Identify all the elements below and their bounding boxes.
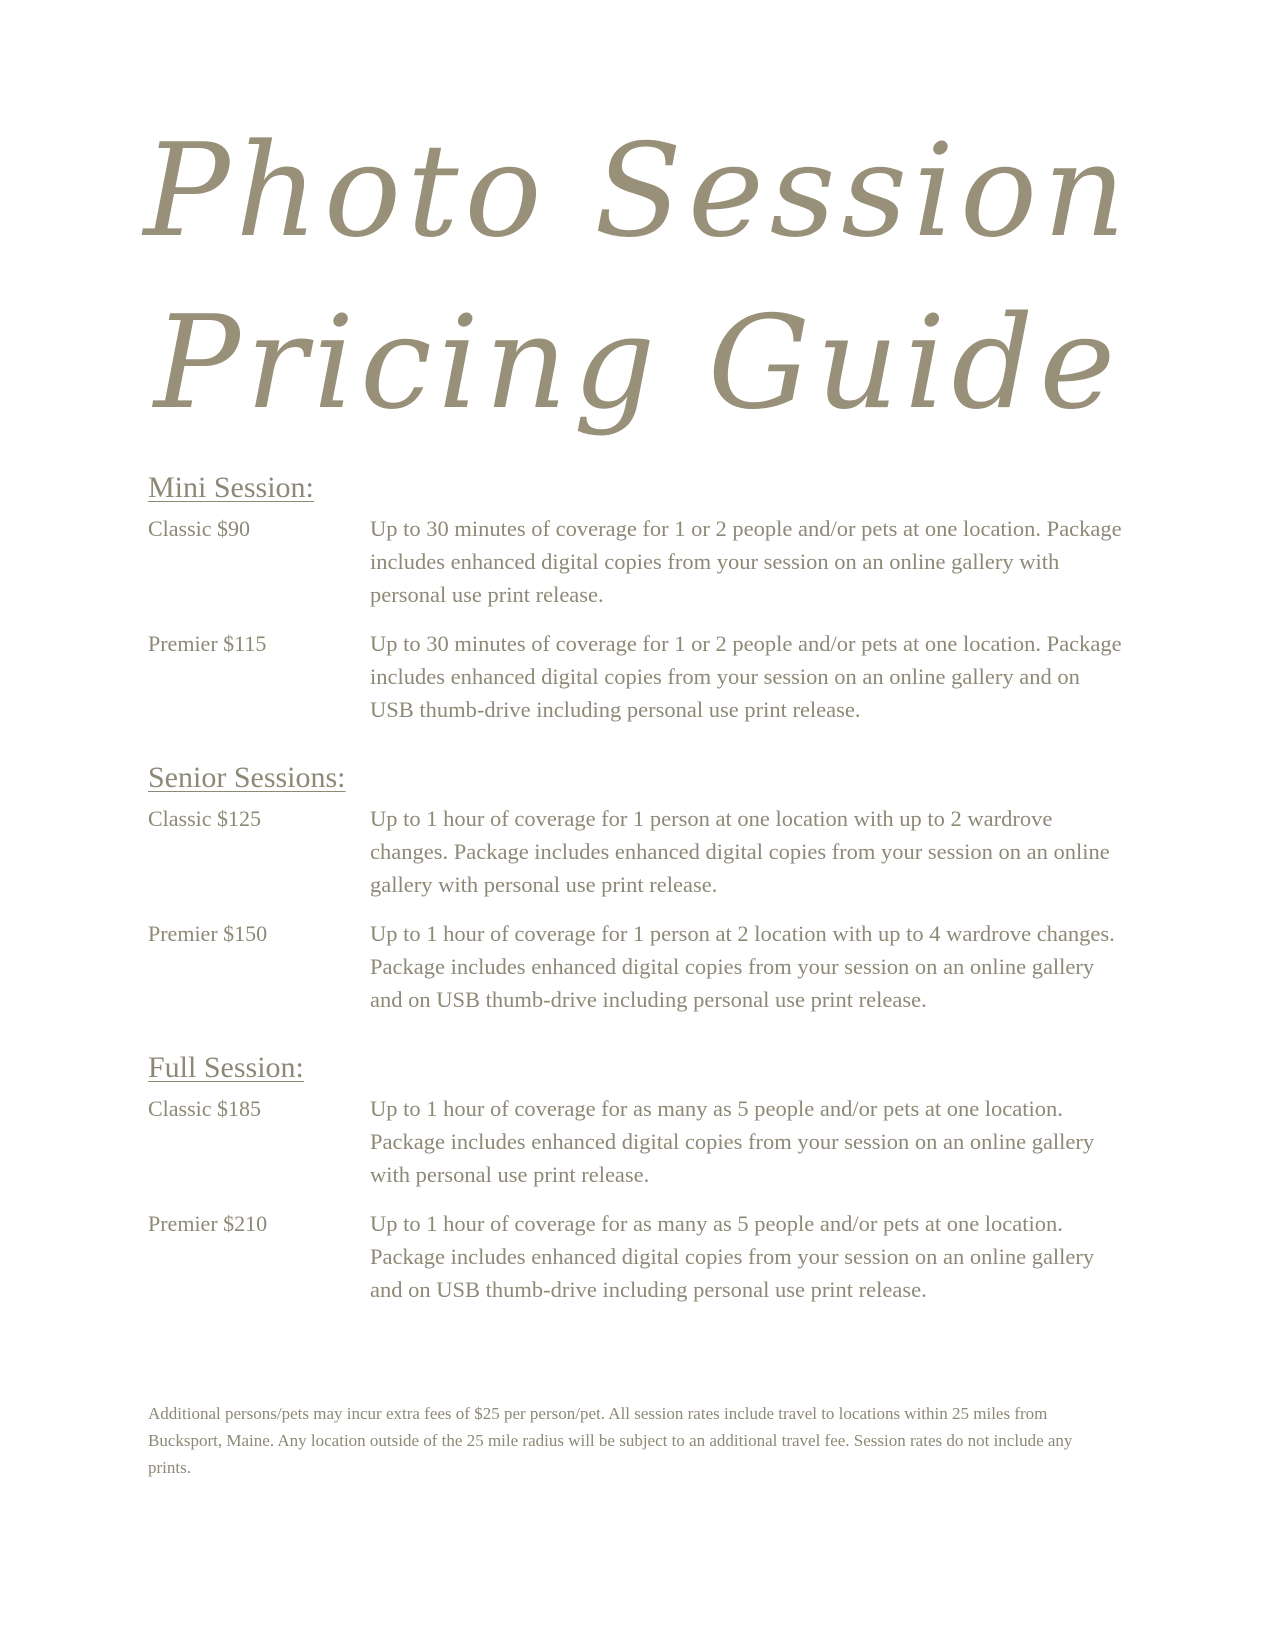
section-heading: Full Session: [148,1051,304,1084]
section-mini-session [148,470,1128,726]
package-name: Classic $125 [148,806,262,831]
section-heading: Senior Sessions: [148,761,346,794]
package-description: Up to 30 minutes of coverage for 1 or 2 people and/or pets at one location. Package includes enhanced digital copies from your session on an online gallery with personal use print release. [370,516,1122,607]
section-senior-sessions [148,760,1128,1016]
pricing-content [148,470,1128,1340]
section-full-session [148,1050,1128,1306]
section-heading: Mini Session: [148,471,314,504]
package-description: Up to 1 hour of coverage for 1 person at one location with up to 2 wardrove changes. Package includes enhanced digital copies from your session on an online gallery with personal use print release. [370,806,1110,897]
package-name: Premier $115 [148,631,267,656]
package-description: Up to 1 hour of coverage for as many as 5 people and/or pets at one location. Package includes enhanced digital copies from your session on an online gallery and on USB thumb-drive including personal use print release. [370,1211,1095,1302]
package-name: Premier $150 [148,921,268,946]
package-row [148,1092,1128,1191]
package-description: Up to 1 hour of coverage for 1 person at 2 location with up to 4 wardrove changes. Package includes enhanced digital copies from your session on an online gallery and on USB thumb-drive including personal use print release. [370,921,1115,1012]
package-description: Up to 30 minutes of coverage for 1 or 2 people and/or pets at one location. Package includes enhanced digital copies from your session on an online gallery and on USB thumb-drive including personal use print release. [370,631,1122,722]
package-row [148,1207,1128,1306]
footnote: Additional persons/pets may incur extra fees of $25 per person/pet. All session rates include travel to locations within 25 miles from Bucksport, Maine. Any location outside of the 25 mile radius will be subject to an additional travel fee. Session rates do not include any prints. [148,1404,1073,1477]
package-row [148,917,1128,1016]
package-name: Classic $185 [148,1096,262,1121]
package-row [148,802,1128,901]
package-row [148,627,1128,726]
package-row [148,512,1128,611]
page-title-line-1: Photo Session [143,117,1132,266]
package-name: Classic $90 [148,516,251,541]
package-description: Up to 1 hour of coverage for as many as 5 people and/or pets at one location. Package includes enhanced digital copies from your session on an online gallery with personal use print release. [370,1096,1095,1187]
package-name: Premier $210 [148,1211,268,1236]
page-title-line-2: Pricing Guide [153,289,1122,438]
